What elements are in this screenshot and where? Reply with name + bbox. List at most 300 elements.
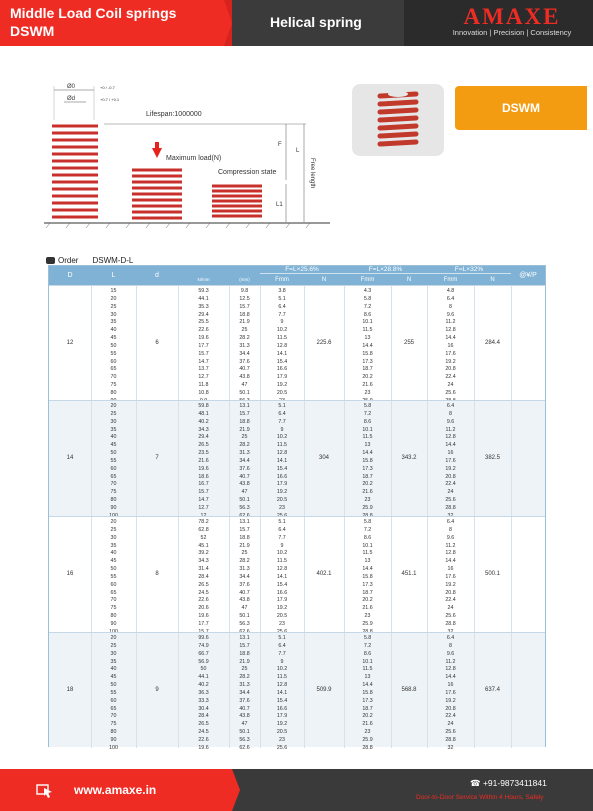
table-cell: 11.5 xyxy=(277,335,287,342)
header-group-3: F=L×32% xyxy=(427,266,511,274)
table-cell: 9 xyxy=(280,542,284,549)
inner-tolerance: +0.7 / +0.1 xyxy=(100,97,120,102)
table-cell: 90 xyxy=(110,620,117,627)
table-cell: 6.4 xyxy=(278,526,286,533)
table-cell: 17.9 xyxy=(276,481,288,488)
table-cell: 25.9 xyxy=(362,620,373,627)
table-cell: 20.8 xyxy=(445,473,456,480)
table-cell: 65 xyxy=(110,473,117,480)
column-nmm xyxy=(178,519,229,637)
table-cell: 4.8 xyxy=(446,288,455,294)
merged-cell-N2: 343.2 xyxy=(401,455,417,461)
table-cell: 19.6 xyxy=(198,465,209,472)
table-cell: 25 xyxy=(110,526,117,533)
table-cell: 18.7 xyxy=(362,589,373,596)
column-f1 xyxy=(260,519,304,637)
table-cell: 12.8 xyxy=(445,550,456,557)
table-cell: 75 xyxy=(110,721,117,728)
table-cell: 22.4 xyxy=(445,713,456,720)
table-cell: 20 xyxy=(110,403,117,409)
table-cell: 17.9 xyxy=(276,374,288,381)
table-cell: 15 xyxy=(110,288,117,294)
table-cell: 56.3 xyxy=(239,736,250,743)
table-cell: 7.2 xyxy=(363,642,372,649)
table-cell: 25 xyxy=(241,666,248,673)
table-cell: 21.6 xyxy=(362,382,373,389)
column-nmm xyxy=(178,288,229,406)
phone-number[interactable] xyxy=(470,778,547,789)
table-cell: 10.8 xyxy=(198,389,209,396)
table-cell: 23 xyxy=(279,736,285,743)
table-cell: 23 xyxy=(364,729,371,736)
merged-cell-N2: 568.8 xyxy=(401,686,417,693)
table-cell: 47 xyxy=(241,489,248,496)
table-cell: 55 xyxy=(110,350,117,357)
table-cell: 44.1 xyxy=(198,674,209,681)
table-cell: 14.1 xyxy=(276,689,288,696)
table-group-16 xyxy=(49,516,545,632)
table-cell: 60 xyxy=(110,581,117,588)
table-cell: 60 xyxy=(110,358,117,365)
table-cell: 18.7 xyxy=(362,366,373,373)
table-cell: 20.2 xyxy=(362,713,373,720)
table-cell: 19.2 xyxy=(445,697,456,704)
table-cell: 28.8 xyxy=(445,736,456,743)
merged-cell-D: 16 xyxy=(66,571,74,577)
table-cell: 20.2 xyxy=(362,597,373,604)
table-cell: 6.4 xyxy=(446,295,455,302)
table-cell: 28.8 xyxy=(445,620,456,627)
table-cell: 17.7 xyxy=(198,342,209,349)
table-cell: 6.4 xyxy=(278,410,286,417)
table-cell: 11.2 xyxy=(445,542,456,549)
table-cell: 10.2 xyxy=(276,550,288,557)
table-cell: 65 xyxy=(110,366,117,373)
table-cell: 62.8 xyxy=(198,526,209,533)
table-cell: 6.4 xyxy=(278,642,286,649)
table-cell: 15.7 xyxy=(198,489,209,496)
table-cell: 9.6 xyxy=(446,311,455,318)
table-cell: 20.8 xyxy=(445,705,456,712)
table-cell: 43.8 xyxy=(239,713,250,720)
table-cell: 10.1 xyxy=(362,319,373,326)
table-cell: 40.2 xyxy=(198,418,209,425)
table-cell: 25.5 xyxy=(198,319,209,326)
table-cell: 50 xyxy=(110,682,117,689)
column-nmm xyxy=(178,635,229,753)
table-cell: 32 xyxy=(447,744,454,751)
table-cell: 23 xyxy=(279,620,285,627)
table-cell: 20 xyxy=(110,635,117,641)
column-f2 xyxy=(344,519,391,637)
table-cell: 17.6 xyxy=(445,350,456,357)
table-cell: 19.2 xyxy=(276,721,288,728)
table-cell: 100 xyxy=(109,512,118,519)
table-cell: 21.9 xyxy=(239,542,250,549)
table-cell: 20.2 xyxy=(362,374,373,381)
table-cell: 24 xyxy=(447,382,454,389)
table-cell: 25 xyxy=(110,642,117,649)
table-cell: 13 xyxy=(364,335,371,342)
table-cell: 26.5 xyxy=(198,721,209,728)
table-cell: 37.6 xyxy=(239,358,250,365)
header-fmm-1: Fmm xyxy=(275,277,289,283)
table-cell: 25 xyxy=(110,410,117,417)
table-cell: 55 xyxy=(110,457,117,464)
header-d: d xyxy=(155,272,159,279)
table-cell: 40.7 xyxy=(239,366,250,373)
table-group-12 xyxy=(49,285,545,400)
table-cell: 70 xyxy=(110,713,117,720)
column-f3 xyxy=(427,635,474,753)
table-cell: 12.8 xyxy=(445,666,456,673)
header-n-3: N xyxy=(490,277,495,283)
dim-F: F xyxy=(278,142,282,148)
table-cell: 39.2 xyxy=(198,550,209,557)
table-cell: 10.2 xyxy=(276,434,288,441)
table-cell: 16 xyxy=(447,342,454,349)
header-D: D xyxy=(67,272,73,279)
table-cell: 30 xyxy=(110,311,117,318)
table-cell: 14.7 xyxy=(198,497,209,504)
merged-cell-N3: 500.1 xyxy=(484,571,500,577)
table-cell: 21.9 xyxy=(239,658,250,665)
table-cell: 19.2 xyxy=(445,465,456,472)
table-cell: 11.8 xyxy=(198,382,209,389)
table-cell: 7.7 xyxy=(278,650,286,657)
table-cell: 20.5 xyxy=(276,613,288,620)
table-cell: 20 xyxy=(110,519,117,525)
table-cell: 90 xyxy=(110,504,117,511)
table-cell: 74.9 xyxy=(198,642,209,649)
table-cell: 48.1 xyxy=(198,410,209,417)
table-cell: 8.6 xyxy=(363,418,372,425)
table-cell: 11.2 xyxy=(445,319,456,326)
table-cell: 22.4 xyxy=(445,374,456,381)
merged-cell-N1: 509.9 xyxy=(316,686,332,693)
table-cell: 26.5 xyxy=(198,581,209,588)
table-cell: 25.6 xyxy=(276,744,288,751)
table-cell: 10.1 xyxy=(362,426,373,433)
table-cell: 30 xyxy=(110,534,117,541)
table-cell: 10.2 xyxy=(276,666,288,673)
table-cell: 17.3 xyxy=(362,465,373,472)
table-cell: 40.7 xyxy=(239,705,250,712)
merged-cell-N3: 637.4 xyxy=(484,686,500,693)
table-cell: 31.4 xyxy=(198,566,209,573)
table-cell: 18.8 xyxy=(239,534,250,541)
table-cell: 60 xyxy=(110,465,117,472)
table-cell: 56.3 xyxy=(239,504,250,511)
table-cell: 62.6 xyxy=(239,744,250,751)
table-cell: 25.6 xyxy=(276,512,288,519)
table-cell: 10.1 xyxy=(362,658,373,665)
inner-diameter-label: Ød xyxy=(67,96,76,102)
table-cell: 70 xyxy=(110,374,117,381)
table-cell: 11.5 xyxy=(362,550,373,557)
table-cell: 40 xyxy=(110,666,117,673)
table-cell: 20.5 xyxy=(276,389,288,396)
table-cell: 8.6 xyxy=(363,311,372,318)
table-cell: 28.2 xyxy=(239,558,250,565)
merged-cell-N3: 382.5 xyxy=(484,455,500,461)
table-cell: 80 xyxy=(110,729,117,736)
table-cell: 22.6 xyxy=(198,736,209,743)
table-cell: 9 xyxy=(280,426,284,433)
column-divider xyxy=(511,517,512,633)
table-cell: 47 xyxy=(241,605,248,612)
table-cell: 40.2 xyxy=(198,682,209,689)
table-cell: 12.8 xyxy=(276,566,288,573)
table-cell: 55 xyxy=(110,573,117,580)
table-cell: 34.4 xyxy=(239,573,250,580)
spec-table xyxy=(48,265,546,751)
header-nmm: N/mm xyxy=(197,277,210,282)
max-load-label: Maximum load(N) xyxy=(166,155,222,162)
table-cell: 13.1 xyxy=(239,403,250,409)
table-cell: 23 xyxy=(364,389,371,396)
table-cell: 14.7 xyxy=(198,358,209,365)
table-cell: 99.6 xyxy=(198,635,209,641)
table-cell: 24.5 xyxy=(198,729,209,736)
table-cell: 34.3 xyxy=(198,558,209,565)
table-cell: 21.6 xyxy=(362,721,373,728)
header-n-2: N xyxy=(406,277,412,283)
table-cell: 40 xyxy=(110,550,117,557)
table-cell: 59.3 xyxy=(198,288,209,294)
table-cell: 11.5 xyxy=(277,442,287,449)
table-cell: 20.6 xyxy=(198,605,209,612)
table-cell: 9.6 xyxy=(446,650,455,657)
table-cell: 13.1 xyxy=(239,635,250,641)
table-cell: 25.6 xyxy=(445,497,456,504)
table-cell: 15.7 xyxy=(239,410,250,417)
table-cell: 7.2 xyxy=(363,410,372,417)
header-group-1: F=L×25.6% xyxy=(260,266,344,274)
table-cell: 25 xyxy=(110,303,117,310)
table-cell: 25.6 xyxy=(445,729,456,736)
page-title-line1: Middle Load Coil springs xyxy=(10,5,177,21)
table-cell: 56.3 xyxy=(239,620,250,627)
column-L xyxy=(91,288,136,406)
table-cell: 12.7 xyxy=(198,374,209,381)
table-cell: 24.5 xyxy=(198,589,209,596)
table-cell: 25.9 xyxy=(362,736,373,743)
table-cell: 36.3 xyxy=(198,689,209,696)
table-cell: 34.4 xyxy=(239,350,250,357)
table-cell: 12.8 xyxy=(276,682,288,689)
table-cell: 45.1 xyxy=(198,542,209,549)
header-L: L xyxy=(111,272,116,279)
table-cell: 17.6 xyxy=(445,457,456,464)
table-cell: 22.4 xyxy=(445,481,456,488)
table-cell: 18.8 xyxy=(239,311,250,318)
table-cell: 20.5 xyxy=(276,729,288,736)
table-cell: 21.6 xyxy=(362,489,373,496)
table-cell: 70 xyxy=(110,597,117,604)
table-cell: 25.6 xyxy=(445,389,456,396)
table-cell: 43.8 xyxy=(239,481,250,488)
compression-label: Compression state xyxy=(218,169,277,176)
table-cell: 52 xyxy=(200,534,207,541)
table-cell: 11.5 xyxy=(362,666,373,673)
table-cell: 28.4 xyxy=(198,573,209,580)
table-cell: 14.4 xyxy=(362,450,373,457)
table-cell: 17.6 xyxy=(445,689,456,696)
table-cell: 17.7 xyxy=(198,620,209,627)
table-cell: 19.2 xyxy=(445,358,456,365)
table-cell: 6.4 xyxy=(446,635,455,641)
table-cell: 19.6 xyxy=(198,335,209,342)
merged-cell-d: 8 xyxy=(155,571,159,577)
table-cell: 100 xyxy=(109,744,118,751)
table-cell: 23.5 xyxy=(198,450,209,457)
table-cell: 78.2 xyxy=(198,519,209,525)
table-cell: 14.4 xyxy=(445,674,456,681)
table-cell: 28.4 xyxy=(198,713,209,720)
merged-cell-d: 9 xyxy=(155,686,159,693)
table-cell: 28.2 xyxy=(239,335,250,342)
brand-tagline: Innovation | Precision | Consistency xyxy=(452,28,572,37)
table-cell: 13 xyxy=(364,558,371,565)
table-cell: 45 xyxy=(110,558,117,565)
table-cell: 5.1 xyxy=(278,295,286,302)
phone-icon xyxy=(46,257,55,264)
table-cell: 37.6 xyxy=(239,581,250,588)
table-cell: 37.6 xyxy=(239,697,250,704)
table-cell: 13.1 xyxy=(239,519,250,525)
table-cell: 15.4 xyxy=(276,581,288,588)
table-cell: 10.1 xyxy=(362,542,373,549)
table-cell: 35 xyxy=(110,319,117,326)
table-cell: 50.1 xyxy=(239,389,250,396)
table-cell: 9.6 xyxy=(446,534,455,541)
order-line xyxy=(46,256,133,265)
table-cell: 12.8 xyxy=(276,342,288,349)
table-cell: 31.3 xyxy=(239,566,250,573)
table-cell: 45 xyxy=(110,442,117,449)
table-cell: 47 xyxy=(241,721,248,728)
table-cell: 43.8 xyxy=(239,597,250,604)
table-cell: 90 xyxy=(110,736,117,743)
table-cell: 20.5 xyxy=(276,497,288,504)
table-cell: 15.7 xyxy=(198,350,209,357)
table-cell: 22.4 xyxy=(445,597,456,604)
phone-number-text: +91-9873411841 xyxy=(482,778,547,788)
table-cell: 12 xyxy=(200,512,207,519)
page-title xyxy=(10,4,176,40)
table-cell: 40.7 xyxy=(239,473,250,480)
merged-cell-D: 12 xyxy=(66,339,74,346)
table-cell: 37.6 xyxy=(239,465,250,472)
table-cell: 23 xyxy=(364,497,371,504)
spring-photo-icon xyxy=(352,84,444,156)
table-cell: 11.2 xyxy=(445,426,456,433)
table-cell: 18.7 xyxy=(362,705,373,712)
brand-logo: AMAXE xyxy=(463,4,561,29)
table-cell: 24 xyxy=(447,489,454,496)
table-cell: 14.1 xyxy=(276,573,288,580)
table-cell: 13 xyxy=(364,442,371,449)
column-divider xyxy=(511,401,512,517)
table-cell: 28.8 xyxy=(362,744,373,751)
table-cell: 7.7 xyxy=(278,418,286,425)
table-cell: 7.2 xyxy=(363,303,372,310)
column-mm xyxy=(229,403,260,521)
table-cell: 15.8 xyxy=(362,457,373,464)
table-cell: 35.3 xyxy=(198,303,209,310)
column-f1 xyxy=(260,288,304,406)
table-cell: 5.8 xyxy=(363,403,372,409)
table-cell: 18.8 xyxy=(239,650,250,657)
table-cell: 26.5 xyxy=(198,442,209,449)
table-cell: 3.8 xyxy=(278,288,286,294)
table-cell: 21.9 xyxy=(239,426,250,433)
table-cell: 20.8 xyxy=(445,366,456,373)
table-cell: 18.8 xyxy=(239,418,250,425)
table-cell: 44.1 xyxy=(198,295,209,302)
table-group-14 xyxy=(49,400,545,519)
table-cell: 25 xyxy=(241,550,248,557)
phone-icon: ☎ xyxy=(470,778,483,788)
table-cell: 19.2 xyxy=(276,605,288,612)
table-cell: 5.1 xyxy=(278,635,286,641)
table-cell: 19.6 xyxy=(198,613,209,620)
table-cell: 70 xyxy=(110,481,117,488)
table-cell: 13 xyxy=(364,674,371,681)
order-label: Order xyxy=(58,256,79,265)
cursor-click-icon xyxy=(36,782,54,798)
website-link[interactable]: www.amaxe.in xyxy=(74,783,157,797)
header-n-1: N xyxy=(321,277,327,283)
table-cell: 80 xyxy=(110,613,117,620)
table-cell: 14.4 xyxy=(362,342,373,349)
column-L xyxy=(91,403,136,521)
column-f1 xyxy=(260,635,304,753)
header-price: @¥/P xyxy=(519,272,537,279)
section-title: Helical spring xyxy=(270,14,362,30)
free-length-label: Free length xyxy=(309,158,315,189)
column-f3 xyxy=(427,403,474,521)
column-nmm xyxy=(178,403,229,521)
table-cell: 15.4 xyxy=(276,465,288,472)
table-cell: 40 xyxy=(110,434,117,441)
product-code-badge: DSWM xyxy=(455,86,587,130)
table-group-18 xyxy=(49,632,545,751)
outer-tolerance: +0 / -0.7 xyxy=(100,85,115,90)
table-cell: 25.9 xyxy=(362,504,373,511)
service-note: Door-to-Door Service Within 4 Hours, Safely xyxy=(416,794,544,801)
table-cell: 7.7 xyxy=(278,311,286,318)
compressed-spring xyxy=(212,186,262,216)
table-cell: 19.6 xyxy=(198,744,209,751)
table-cell: 15.8 xyxy=(362,689,373,696)
table-cell: 15.7 xyxy=(239,303,250,310)
merged-cell-N2: 255 xyxy=(403,339,414,346)
table-cell: 75 xyxy=(110,382,117,389)
table-cell: 14.1 xyxy=(276,350,288,357)
column-mm xyxy=(229,288,260,406)
table-cell: 40 xyxy=(110,327,117,334)
table-cell: 15.7 xyxy=(239,642,250,649)
table-cell: 32 xyxy=(447,512,454,519)
table-cell: 16.6 xyxy=(276,705,288,712)
table-cell: 25.6 xyxy=(445,613,456,620)
merged-cell-N1: 402.1 xyxy=(316,571,332,577)
table-cell: 17.3 xyxy=(362,697,373,704)
column-f2 xyxy=(344,403,391,521)
table-cell: 14.4 xyxy=(445,442,456,449)
